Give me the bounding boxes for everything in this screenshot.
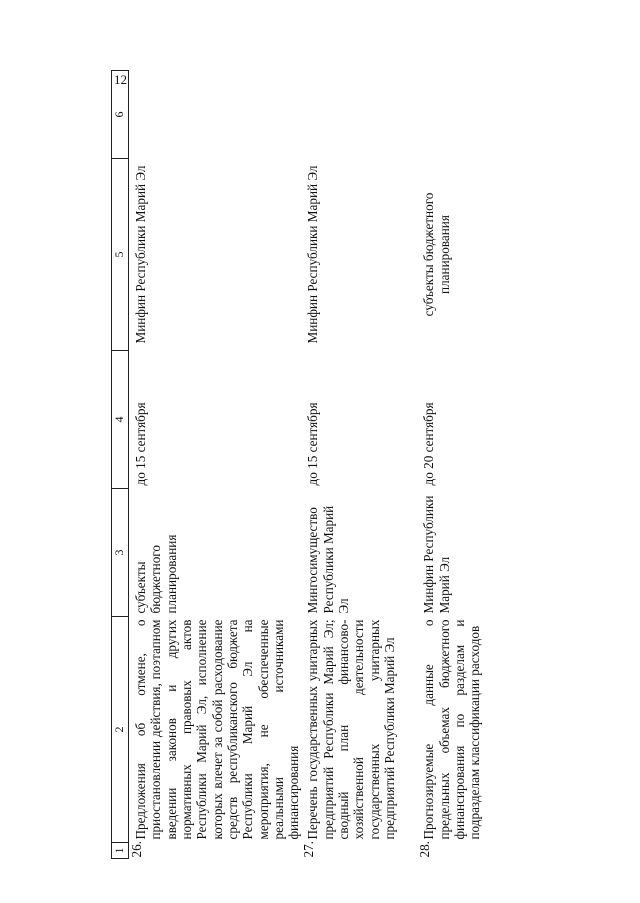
row-deadline: до 20 сентября xyxy=(421,402,437,486)
row-description: Перечень государственных унитарных предприятий Республики Марий Эл; сводный план финансово-хозяйственной деятельности государственных унитарных предприятий Республики Марий Эл xyxy=(305,619,397,840)
planning-table xyxy=(111,70,501,859)
table-row xyxy=(301,71,417,859)
column-header-3: 3 xyxy=(112,489,129,617)
table-row xyxy=(417,71,501,859)
row-responsible: Минфин Республики Марий Эл xyxy=(421,495,452,614)
row-note xyxy=(301,71,417,159)
row-responsible: Мингосимущество Республики Марий Эл xyxy=(305,505,352,614)
row-number: 26. xyxy=(129,841,144,858)
column-header-5: 5 xyxy=(112,159,129,351)
row-number: 27. xyxy=(301,841,317,858)
row-description: Прогнозируемые данные о предельных объемах бюджетного финансирования по разделам и подразделам классификации расходов xyxy=(421,619,483,840)
table-header-row xyxy=(112,71,129,859)
rotated-page-content xyxy=(111,71,529,859)
column-header-2: 2 xyxy=(112,617,129,843)
column-header-1: 1 xyxy=(112,843,129,859)
row-number: 28. xyxy=(417,841,433,858)
page-number: 12 xyxy=(114,72,127,87)
row-recipient: Минфин Республики Марий Эл xyxy=(305,165,321,344)
row-description: Предложения об отмене, о приостановлении действия, поэтапном введении законов и других нормативных правовых актов Республики Марий Эл, исполнение которых влечет за собой расходование средств республиканского бюджета Республики Марий Эл на мероприятия, не обеспеченные реальными источниками финансирования xyxy=(133,619,302,840)
row-responsible: субъекты бюджетного планирования xyxy=(133,534,179,614)
row-note xyxy=(129,71,302,159)
row-deadline: до 15 сентября xyxy=(305,402,321,486)
column-header-4: 4 xyxy=(112,351,129,489)
row-deadline: до 15 сентября xyxy=(133,402,148,486)
row-recipient: субъекты бюджетного планирования xyxy=(421,192,452,317)
table-row xyxy=(129,71,302,859)
column-header-6: 6 xyxy=(112,71,129,159)
row-recipient: Минфин Республики Марий Эл xyxy=(133,165,148,344)
row-note xyxy=(417,71,501,159)
